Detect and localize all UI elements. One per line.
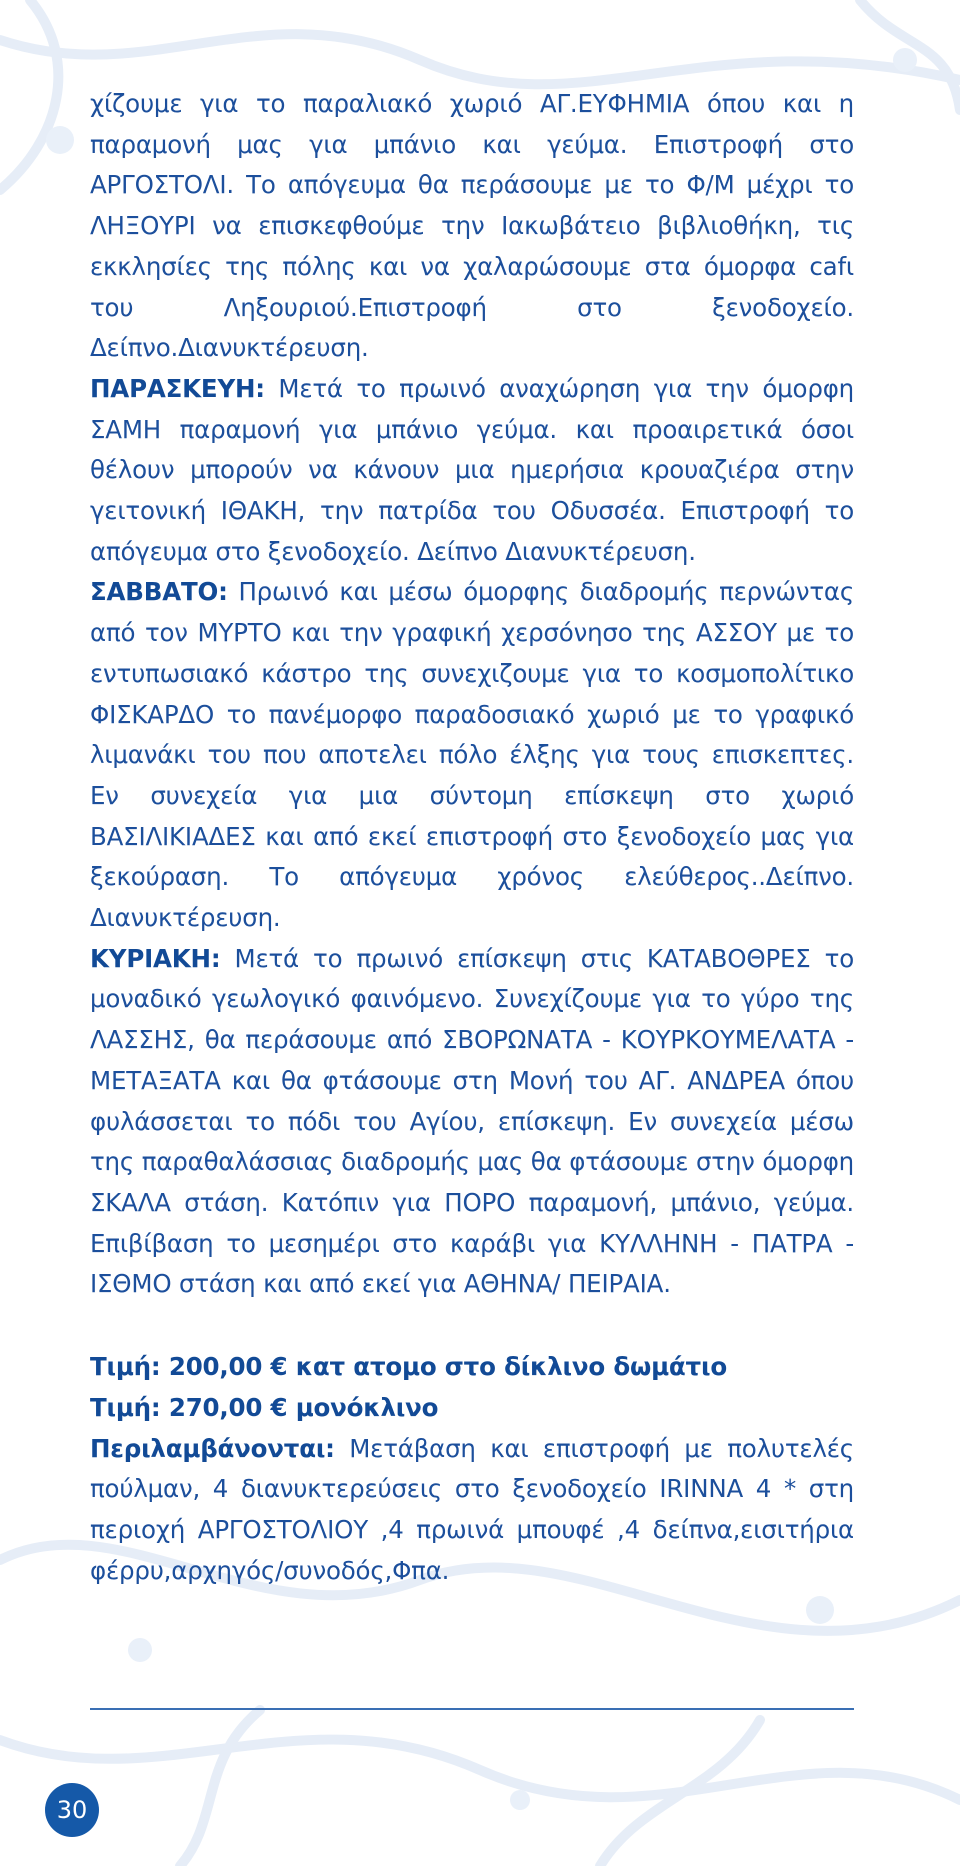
paragraph-includes (90, 1429, 854, 1592)
paragraph-friday (90, 369, 854, 573)
day-text: χίζουμε για το παραλιακό χωριό ΑΓ.ΕΥΦΗΜΙΑ όπου και η παραμονή μας για μπάνιο και γεύμα. Επιστροφή στο ΑΡΓΟΣΤΟΛΙ. Το απόγευμα θα περάσουμε με το Φ/Μ μέχρι το ΛΗΞΟΥΡΙ να επισκεφθούμε την Ιακωβάτειο βιβλιοθήκη, τις εκκλησίες της πόλης και να χαλαρώσουμε στα όμορφα cafι του Ληξουριού.Επιστροφή στο ξενοδοχείο. Δείπνο.Διανυκτέρευση. (90, 89, 854, 363)
day-label-sunday: ΚΥΡΙΑΚΗ: (90, 943, 221, 973)
day-label-saturday: ΣΑΒΒΑΤΟ: (90, 577, 228, 607)
section-spacer (90, 1305, 854, 1347)
includes-text: Μετάβαση και επιστροφή με πολυτελές πούλμαν, 4 διανυκτερεύσεις στο ξενοδοχείο IRINNA 4 * στη περιοχή ΑΡΓΟΣΤΟΛΙΟΥ ,4 πρωινά μπουφέ ,4 δείπνα,εισιτήρια φέρρυ,αρχηγός/συνοδός,Φπα. (90, 1433, 854, 1585)
price-double: Τιμή: 200,00 € κατ ατομο στο δίκλινο δωμάτιο (90, 1352, 727, 1382)
paragraph-sunday (90, 939, 854, 1305)
paragraph-intro (90, 84, 854, 369)
day-text-saturday: Πρωινό και μέσω όμορφης διαδρομής περνώντας από τον ΜΥΡΤΟ και την γραφική χερσόνησο της ΑΣΣΟΥ με το εντυπωσιακό κάστρο της συνεχιζουμε για το κοσμοπολίτικο ΦΙΣΚΑΡΔΟ το πανέμορφο παραδοσιακό χωριό με το γραφικό λιμανάκι του που αποτελει πόλο έλξης για τους επισκεπτες. Εν συνεχεία για μια σύντομη επίσκεψη στο χωριό ΒΑΣΙΛΙΚΙΑΔΕΣ και από εκεί επιστροφή στο ξενοδοχείο μας για ξεκούραση. Το απόγευμα χρόνος ελεύθερος..Δείπνο. Διανυκτέρευση. (90, 577, 854, 933)
day-text-sunday: Μετά το πρωινό επίσκεψη στις ΚΑΤΑΒΟΘΡΕΣ το μοναδικό γεωλογικό φαινόμενο. Συνεχίζουμε για το γύρο της ΛΑΣΣΗΣ, θα περάσουμε από ΣΒΟΡΩΝΑΤΑ - ΚΟΥΡΚΟΥΜΕΛΑΤΑ - ΜΕΤΑΞΑΤΑ και θα φτάσουμε στη Μονή του ΑΓ. ΑΝΔΡΕΑ όπου φυλάσσεται το πόδι του Αγίου, επίσκεψη. Εν συνεχεία μέσω της παραθαλάσσιας διαδρομής μας θα φτάσουμε στην όμορφη ΣΚΑΛΑ στάση. Κατόπιν για ΠΟΡΟ παραμονή, μπάνιο, γεύμα. Επιβίβαση το μεσημέρι στο καράβι για ΚΥΛΛΗΝΗ - ΠΑΤΡΑ - ΙΣΘΜΟ στάση και από εκεί για ΑΘΗΝΑ/ ΠΕΙΡΑΙΑ. (90, 943, 854, 1299)
includes-label: Περιλαμβάνονται: (90, 1433, 335, 1463)
day-text-friday: Μετά το πρωινό αναχώρηση για την όμορφη ΣΑΜΗ παραμονή για μπάνιο γεύμα. και προαιρετικά όσοι θέλουν μπορούν να κάνουν μια ημερήσια κρουαζιέρα στην γειτονική ΙΘΑΚΗ, την πατρίδα του Οδυσσέα. Επιστροφή το απόγευμα στο ξενοδοχείο. Δείπνο Διανυκτέρευση. (90, 373, 854, 566)
day-label-friday: ΠΑΡΑΣΚΕΥΗ: (90, 373, 265, 403)
itinerary-text (90, 84, 854, 1591)
paragraph-saturday (90, 572, 854, 938)
page-number-badge: 30 (45, 1783, 99, 1837)
price-single: Τιμή: 270,00 € μονόκλινο (90, 1392, 439, 1422)
bottom-divider (90, 1708, 854, 1710)
